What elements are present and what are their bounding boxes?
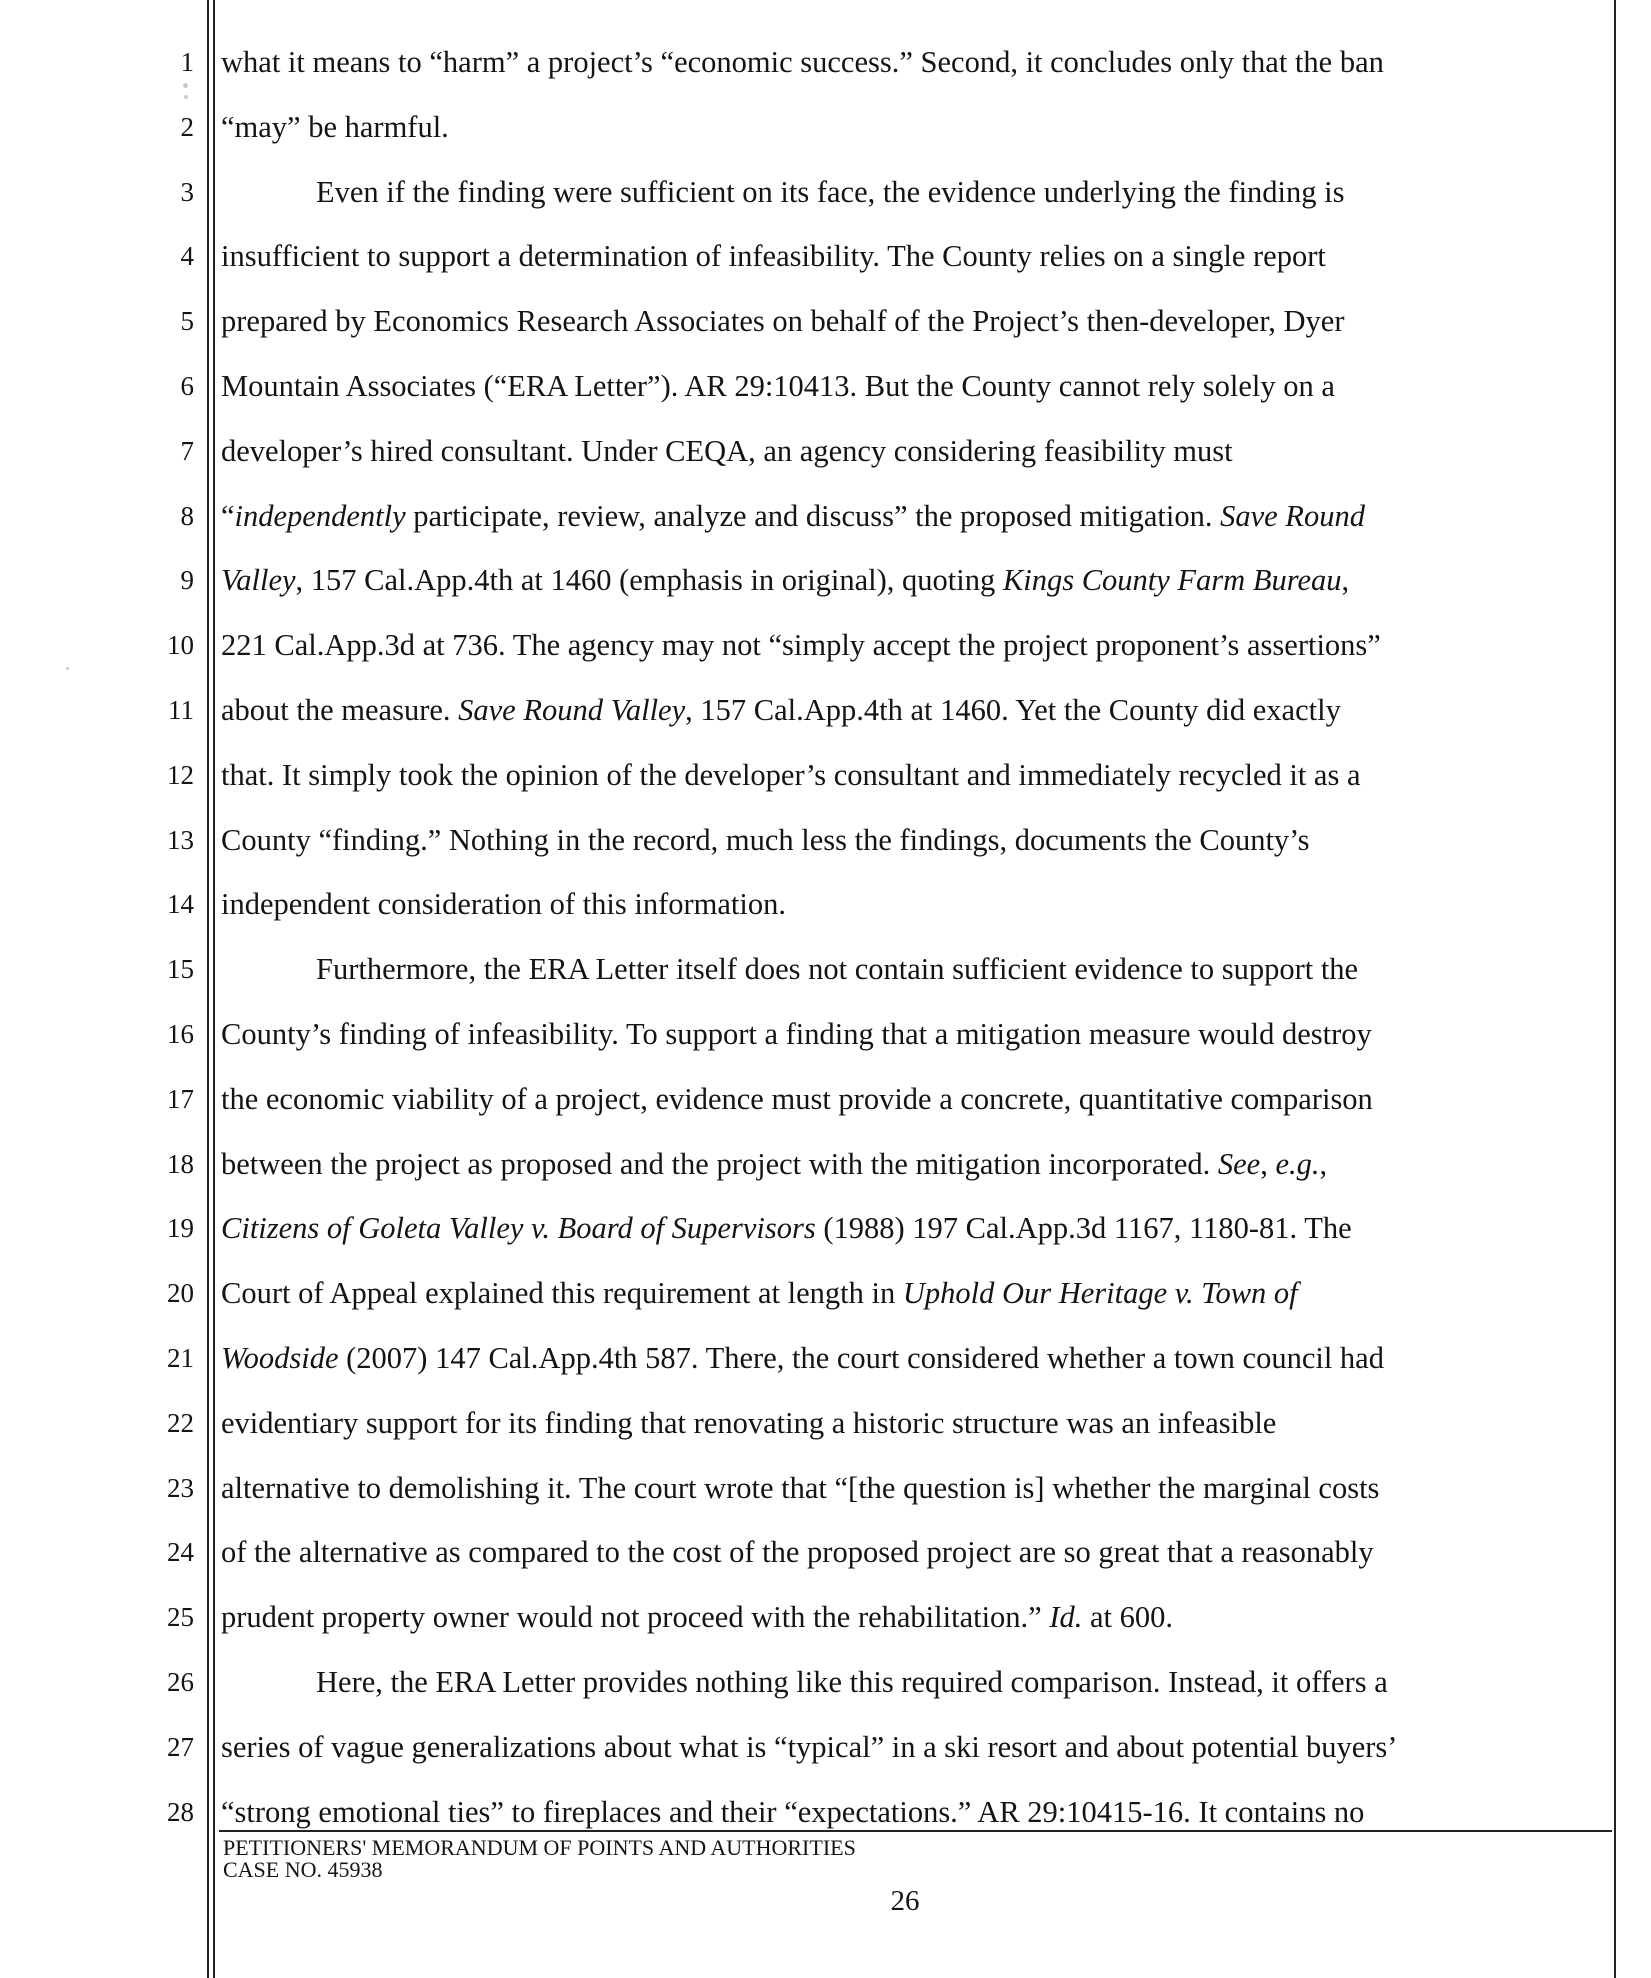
text-line: [221, 808, 1611, 873]
line-number: 16: [167, 1018, 194, 1049]
italic-citation: Kings County Farm Bureau: [1002, 563, 1342, 598]
text-segment: alternative to demolishing it. The court wrote that “[the question is] whether the marginal costs: [221, 1470, 1380, 1505]
line-number: 23: [167, 1472, 194, 1503]
scan-speck: [183, 83, 188, 88]
line-number: 17: [167, 1083, 194, 1114]
text-segment: , 157 Cal.App.4th at 1460. Yet the County did exactly: [685, 692, 1341, 727]
line-number: 3: [180, 176, 194, 207]
footer-title: PETITIONERS' MEMORANDUM OF POINTS AND AUTHORITIES: [223, 1835, 856, 1860]
text-segment: that. It simply took the opinion of the developer’s consultant and immediately recycled it as a: [221, 757, 1361, 792]
text-segment: “may” be harmful.: [221, 109, 449, 144]
text-segment: County’s finding of infeasibility. To support a finding that a mitigation measure would destroy: [221, 1016, 1372, 1051]
text-segment: “: [221, 498, 235, 533]
line-number: 2: [180, 111, 194, 142]
italic-citation: Save Round Valley: [458, 692, 686, 727]
page-number: 26: [890, 1885, 920, 1917]
line-number: 1: [180, 47, 194, 77]
footer-caption: [223, 1837, 856, 1881]
text-segment: independent consideration of this information.: [221, 887, 786, 922]
text-line: [221, 95, 1611, 160]
text-segment: (1988) 197 Cal.App.3d 1167, 1180-81. The: [815, 1211, 1352, 1246]
italic-citation: Citizens of Goleta Valley v. Board of Supervisors: [221, 1211, 816, 1246]
text-segment: developer’s hired consultant. Under CEQA, an agency considering feasibility must: [221, 433, 1233, 468]
line-number: 28: [167, 1796, 194, 1827]
line-number: 18: [167, 1148, 194, 1179]
line-number: 19: [167, 1213, 194, 1244]
text-segment: Mountain Associates (“ERA Letter”). AR 29:10413. But the County cannot rely solely on a: [221, 368, 1335, 403]
text-line: [221, 1261, 1611, 1326]
footer-case-number: CASE NO. 45938: [223, 1857, 383, 1882]
line-number: 22: [167, 1407, 194, 1438]
line-number: 7: [180, 435, 194, 466]
text-line: [221, 872, 1611, 937]
text-line: [221, 289, 1611, 354]
memorandum-body: [221, 30, 1611, 1844]
text-segment: Court of Appeal explained this requirement at length in: [221, 1276, 903, 1311]
line-number: 24: [167, 1537, 194, 1568]
line-number: 25: [167, 1602, 194, 1633]
text-segment: insufficient to support a determination of infeasibility. The County relies on a single report: [221, 239, 1326, 274]
text-line: [221, 160, 1611, 225]
line-number: 12: [167, 759, 194, 790]
italic-citation: See: [1217, 1146, 1261, 1181]
text-segment: Here, the ERA Letter provides nothing like this required comparison. Instead, it offers a: [316, 1664, 1388, 1699]
text-segment: ,: [1260, 1146, 1276, 1181]
line-number: 6: [180, 370, 194, 401]
text-line: [221, 1067, 1611, 1132]
italic-citation: Valley: [221, 563, 296, 598]
text-segment: , 157 Cal.App.4th at 1460 (emphasis in original), quoting: [295, 563, 1003, 598]
text-line: [221, 484, 1611, 549]
text-segment: what it means to “harm” a project’s “economic success.” Second, it concludes only that the ban: [221, 45, 1384, 79]
text-segment: between the project as proposed and the project with the mitigation incorporated.: [221, 1146, 1218, 1181]
text-line: [221, 613, 1611, 678]
text-segment: ,: [1319, 1146, 1328, 1181]
text-segment: about the measure.: [221, 692, 459, 727]
line-number: 21: [167, 1342, 194, 1373]
left-margin-rule-outer: [207, 0, 209, 1978]
text-line: [221, 1456, 1611, 1521]
text-line: [221, 1132, 1611, 1197]
scan-speck: [66, 667, 69, 670]
italic-citation: Save Round: [1220, 498, 1365, 533]
line-number: 14: [167, 889, 194, 920]
line-number: 4: [180, 241, 194, 272]
text-segment: 221 Cal.App.3d at 736. The agency may not “simply accept the project proponent’s assertions”: [221, 628, 1381, 663]
text-line: [221, 743, 1611, 808]
line-number: 8: [180, 500, 194, 531]
line-number: 20: [167, 1278, 194, 1309]
left-margin-rule-inner: [213, 0, 215, 1978]
italic-citation: Uphold Our Heritage v. Town of: [902, 1276, 1298, 1311]
text-line: [221, 30, 1611, 95]
line-number: 11: [168, 694, 194, 725]
text-segment: ,: [1341, 563, 1350, 598]
text-segment: series of vague generalizations about what is “typical” in a ski resort and about potential buyers’: [221, 1729, 1398, 1764]
text-line: [221, 678, 1611, 743]
scan-speck: [184, 95, 188, 99]
line-number: 5: [180, 306, 194, 337]
line-number: 10: [167, 630, 194, 661]
text-line: [221, 1326, 1611, 1391]
text-line: [221, 1585, 1611, 1650]
text-segment: the economic viability of a project, evidence must provide a concrete, quantitative comparison: [221, 1081, 1373, 1116]
text-segment: prepared by Economics Research Associates on behalf of the Project’s then-developer, Dyer: [221, 304, 1345, 339]
text-segment: prudent property owner would not proceed with the rehabilitation.”: [221, 1600, 1050, 1635]
text-segment: (2007) 147 Cal.App.4th 587. There, the court considered whether a town council had: [338, 1340, 1384, 1375]
line-number: 9: [180, 565, 194, 596]
text-line: [221, 354, 1611, 419]
line-number: 27: [167, 1731, 194, 1762]
italic-citation: independently: [234, 498, 406, 533]
text-line: [221, 548, 1611, 613]
text-line: [221, 224, 1611, 289]
text-segment: County “finding.” Nothing in the record, much less the findings, documents the County’s: [221, 822, 1310, 857]
italic-citation: e.g.: [1275, 1146, 1320, 1181]
text-line: [221, 1650, 1611, 1715]
text-line: [221, 937, 1611, 1002]
text-line: [221, 1391, 1611, 1456]
text-segment: “strong emotional ties” to fireplaces and their “expectations.” AR 29:10415-16. It contains no: [221, 1794, 1365, 1829]
line-number: 13: [167, 824, 194, 855]
italic-citation: Id.: [1049, 1600, 1083, 1635]
text-line: [221, 1715, 1611, 1780]
line-number: 26: [167, 1666, 194, 1697]
text-segment: participate, review, analyze and discuss” the proposed mitigation.: [405, 498, 1221, 533]
text-line: [221, 1520, 1611, 1585]
right-margin-rule: [1614, 0, 1616, 1978]
text-line: [221, 1002, 1611, 1067]
text-segment: Even if the finding were sufficient on its face, the evidence underlying the finding is: [316, 174, 1345, 209]
text-line: [221, 419, 1611, 484]
text-segment: at 600.: [1082, 1600, 1174, 1635]
line-number: 15: [167, 954, 194, 985]
text-line: [221, 1196, 1611, 1261]
text-segment: Furthermore, the ERA Letter itself does not contain sufficient evidence to support the: [316, 952, 1359, 987]
text-segment: evidentiary support for its finding that renovating a historic structure was an infeasible: [221, 1405, 1277, 1440]
line-number-column: [140, 30, 194, 1844]
text-segment: of the alternative as compared to the cost of the proposed project are so great that a reasonably: [221, 1535, 1374, 1570]
italic-citation: Woodside: [221, 1340, 339, 1375]
